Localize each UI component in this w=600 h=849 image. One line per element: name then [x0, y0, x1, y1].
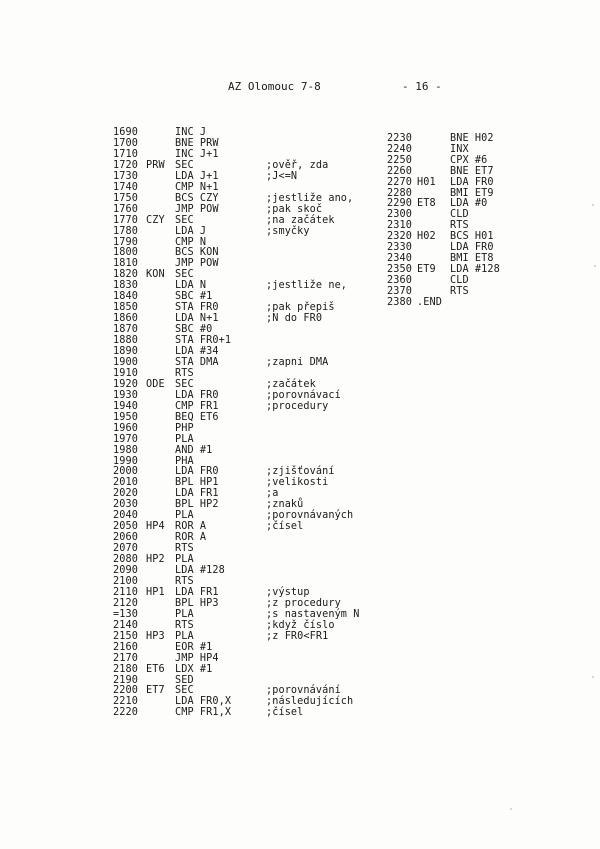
line-number: 1940	[113, 400, 138, 412]
instruction: BNE ET7	[450, 165, 494, 177]
line-number: 1720	[113, 159, 138, 171]
line-number: 2260	[387, 165, 412, 177]
line-number: 2320	[387, 231, 412, 243]
instruction: SBC #1	[175, 291, 213, 303]
scan-speck	[592, 204, 594, 206]
instruction: ROR A	[175, 521, 207, 533]
instruction: LDX #1	[175, 663, 213, 675]
code-label: H01	[417, 176, 436, 188]
line-number: 2300	[387, 209, 412, 221]
line-number: 2350	[387, 263, 412, 275]
instruction: SBC #0	[175, 324, 213, 336]
instruction: PLA	[175, 433, 194, 445]
instruction: RTS	[175, 619, 194, 631]
line-number: 2210	[113, 696, 138, 708]
scan-speck	[594, 265, 596, 267]
instruction: SEC	[175, 269, 194, 281]
line-number: 2050	[113, 521, 138, 533]
line-number: 2270	[387, 176, 412, 188]
line-number: 1820	[113, 269, 138, 281]
code-comment: ;pak přepiš	[266, 302, 335, 314]
code-comment: ;jestliže ne,	[266, 280, 348, 292]
line-number: 1990	[113, 455, 138, 467]
line-number: 1800	[113, 247, 138, 259]
instruction: LDA N	[175, 280, 207, 292]
instruction: STA FR0	[175, 302, 219, 314]
instruction: PLA	[175, 510, 194, 522]
line-number: 2140	[113, 619, 138, 631]
line-number: 2000	[113, 466, 138, 478]
line-number: 2060	[113, 532, 138, 544]
line-number: 1830	[113, 280, 138, 292]
line-number: 2040	[113, 510, 138, 522]
instruction: PLA	[175, 630, 194, 642]
document-title: AZ Olomouc 7-8	[228, 80, 321, 93]
instruction: ROR A	[175, 532, 207, 544]
instruction: BPL HP1	[175, 477, 219, 489]
line-number: 2020	[113, 488, 138, 500]
instruction: CMP FR1	[175, 400, 219, 412]
line-number: 2160	[113, 641, 138, 653]
instruction: AND #1	[175, 444, 213, 456]
code-comment: ;znaků	[266, 499, 304, 511]
instruction: STA DMA	[175, 356, 219, 368]
line-number: 1760	[113, 203, 138, 215]
instruction: INX	[450, 143, 469, 155]
code-comment: ;velikosti	[266, 477, 329, 489]
instruction: PLA	[175, 608, 194, 620]
code-label: ET6	[146, 663, 165, 675]
instruction: EOR #1	[175, 641, 213, 653]
line-number: =130	[113, 608, 138, 620]
line-number: 1930	[113, 389, 138, 401]
line-number: 2290	[387, 198, 412, 210]
code-comment: ;následujících	[266, 696, 354, 708]
line-number: 1690	[113, 127, 138, 138]
instruction: BNE H02	[450, 133, 494, 144]
code-comment: ;N do FR0	[266, 313, 323, 325]
instruction: LDA FR1	[175, 488, 219, 500]
code-label: .END	[417, 296, 442, 308]
code-comment: ;zapni DMA	[266, 356, 329, 368]
line-number: 2010	[113, 477, 138, 489]
code-comment: ;když číslo	[266, 619, 335, 631]
instruction: LDA N+1	[175, 313, 219, 325]
code-label: HP4	[146, 521, 165, 533]
instruction: SED	[175, 674, 194, 686]
page-number: - 16 -	[402, 80, 442, 93]
code-label: ET9	[417, 263, 436, 275]
code-comment: ;porovnávaných	[266, 510, 354, 522]
instruction: JMP POW	[175, 258, 219, 270]
code-label: PRW	[146, 159, 165, 171]
code-comment: ;porovnávání	[266, 685, 341, 697]
line-number: 2240	[387, 143, 412, 155]
code-comment: ;pak skoč	[266, 203, 323, 215]
line-number: 2150	[113, 630, 138, 642]
line-number: 2190	[113, 674, 138, 686]
instruction: BPL HP2	[175, 499, 219, 511]
code-comment: ;čísel	[266, 707, 304, 719]
line-number: 2070	[113, 543, 138, 555]
line-number: 1770	[113, 214, 138, 226]
instruction: PHA	[175, 455, 194, 467]
instruction: SEC	[175, 159, 194, 171]
instruction: BMI ET9	[450, 187, 494, 199]
line-number: 2220	[113, 707, 138, 719]
code-label: CZY	[146, 214, 165, 226]
line-number: 1870	[113, 324, 138, 336]
instruction: BCS H01	[450, 231, 494, 243]
instruction: SEC	[175, 214, 194, 226]
instruction: BNE PRW	[175, 137, 219, 149]
line-number: 1700	[113, 137, 138, 149]
line-number: 1900	[113, 356, 138, 368]
line-number: 2370	[387, 285, 412, 297]
line-number: 1810	[113, 258, 138, 270]
instruction: RTS	[175, 367, 194, 379]
instruction: BCS CZY	[175, 192, 219, 204]
instruction: LDA #128	[450, 263, 500, 275]
line-number: 1740	[113, 181, 138, 193]
instruction: LDA #128	[175, 565, 225, 576]
code-comment: ;a	[266, 488, 279, 500]
line-number: 2360	[387, 274, 412, 286]
code-label: ET8	[417, 198, 436, 210]
code-label: HP3	[146, 630, 165, 642]
instruction: PHP	[175, 422, 194, 434]
line-number: 1960	[113, 422, 138, 434]
code-comment: ;čísel	[266, 521, 304, 533]
instruction: CLD	[450, 274, 469, 286]
code-comment: ;výstup	[266, 586, 310, 598]
line-number: 1730	[113, 170, 138, 182]
line-number: 2170	[113, 652, 138, 664]
instruction: SEC	[175, 685, 194, 697]
instruction: LDA FR0	[175, 389, 219, 401]
code-comment: ;s nastaveným N	[266, 608, 360, 620]
code-label: KON	[146, 269, 165, 281]
line-number: 1850	[113, 302, 138, 314]
instruction: STA FR0+1	[175, 335, 232, 346]
instruction: LDA FR1	[175, 586, 219, 598]
code-label: HP1	[146, 586, 165, 598]
line-number: 2330	[387, 242, 412, 253]
instruction: BPL HP3	[175, 597, 219, 609]
line-number: 1890	[113, 346, 138, 357]
instruction: CMP N+1	[175, 181, 219, 193]
line-number: 1880	[113, 335, 138, 346]
code-label: ET7	[146, 685, 165, 697]
instruction: LDA FR0	[175, 466, 219, 478]
instruction: RTS	[450, 220, 469, 232]
code-comment: ;procedury	[266, 400, 329, 412]
instruction: SEC	[175, 378, 194, 390]
code-label: HP2	[146, 554, 165, 565]
code-comment: ;z FR0<FR1	[266, 630, 329, 642]
instruction: LDA J	[175, 225, 207, 237]
code-comment: ;zjišťování	[266, 466, 335, 478]
line-number: 1920	[113, 378, 138, 390]
line-number: 2180	[113, 663, 138, 675]
line-number: 2340	[387, 252, 412, 264]
instruction: LDA #0	[450, 198, 488, 210]
code-comment: ;J<=N	[266, 170, 298, 182]
code-comment: ;ověř, zda	[266, 159, 329, 171]
line-number: 2250	[387, 154, 412, 166]
code-comment: ;jestliže ano,	[266, 192, 354, 204]
instruction: JMP POW	[175, 203, 219, 215]
line-number: 2100	[113, 576, 138, 587]
line-number: 1950	[113, 411, 138, 423]
instruction: LDA FR0	[450, 242, 494, 253]
code-label: ODE	[146, 378, 165, 390]
instruction: INC J	[175, 127, 207, 138]
instruction: LDA FR0,X	[175, 696, 232, 708]
instruction: RTS	[450, 285, 469, 297]
line-number: 1980	[113, 444, 138, 456]
instruction: LDA #34	[175, 346, 219, 357]
code-comment: ;porovnávací	[266, 389, 341, 401]
code-label: H02	[417, 231, 436, 243]
line-number: 1710	[113, 148, 138, 160]
line-number: 2310	[387, 220, 412, 232]
line-number: 2380	[387, 296, 412, 308]
instruction: BMI ET8	[450, 252, 494, 264]
instruction: BCS KON	[175, 247, 219, 259]
line-number: 1860	[113, 313, 138, 325]
instruction: CLD	[450, 209, 469, 221]
line-number: 2080	[113, 554, 138, 565]
instruction: CMP FR1,X	[175, 707, 232, 719]
line-number: 1910	[113, 367, 138, 379]
code-comment: ;začátek	[266, 378, 316, 390]
code-comment: ;na začátek	[266, 214, 335, 226]
line-number: 1750	[113, 192, 138, 204]
line-number: 2110	[113, 586, 138, 598]
instruction: JMP HP4	[175, 652, 219, 664]
line-number: 1970	[113, 433, 138, 445]
line-number: 2090	[113, 565, 138, 576]
line-number: 2230	[387, 133, 412, 144]
scan-speck	[510, 808, 512, 810]
instruction: CPX #6	[450, 154, 488, 166]
scan-speck	[592, 676, 594, 678]
instruction: LDA J+1	[175, 170, 219, 182]
instruction: PLA	[175, 554, 194, 565]
instruction: LDA FR0	[450, 176, 494, 188]
code-comment: ;smyčky	[266, 225, 310, 237]
line-number: 2030	[113, 499, 138, 511]
line-number: 2200	[113, 685, 138, 697]
code-comment: ;z procedury	[266, 597, 341, 609]
line-number: 1780	[113, 225, 138, 237]
line-number: 2120	[113, 597, 138, 609]
line-number: 2280	[387, 187, 412, 199]
instruction: RTS	[175, 543, 194, 555]
instruction: RTS	[175, 576, 194, 587]
line-number: 1840	[113, 291, 138, 303]
instruction: BEQ ET6	[175, 411, 219, 423]
instruction: CMP N	[175, 236, 207, 248]
instruction: INC J+1	[175, 148, 219, 160]
line-number: 1790	[113, 236, 138, 248]
